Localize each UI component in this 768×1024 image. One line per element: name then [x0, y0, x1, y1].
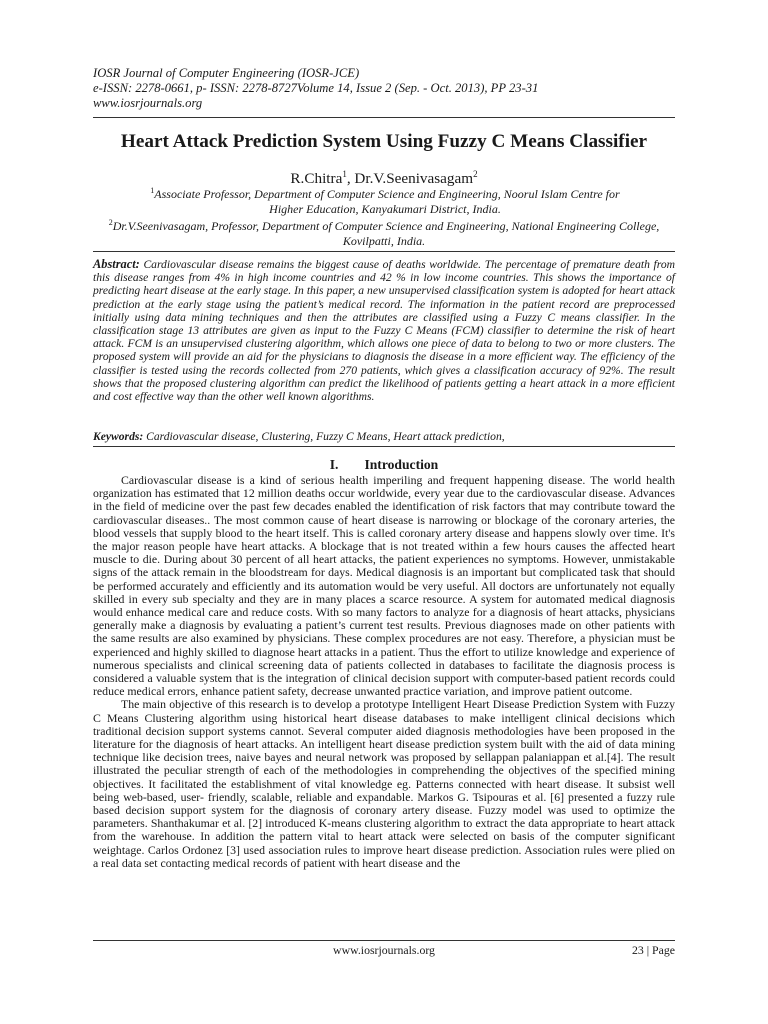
- section-title: Introduction: [364, 457, 439, 472]
- page-number: 23 | Page: [632, 943, 675, 957]
- header-rule: [93, 117, 675, 118]
- affiliation-1-text: Associate Professor, Department of Computer Science and Engineering, Noorul Islam Centre for Higher Education, Kanyakumari District, India.: [154, 187, 620, 216]
- paragraph-1: Cardiovascular disease is a kind of serious health imperiling and frequent happening disease. The world health organization has estimated that 12 million deaths occur worldwide, every year due to the cardiovascular disease. Advances in the field of medicine over the past few decades enabled the identification of risk factors that may contribute toward the cardiovascular diseases.. The most common cause of heart disease is narrowing or blockage of the coronary arteries, the blood vessels that supply blood to the heart itself. This is called coronary artery disease and happens slowly over time. It's the major reason people have heart attacks. A blockage that is not treated within a few hours causes the affected heart muscle to die. During about 30 percent of all heart attacks, the patient experiences no symptoms. However, unmistakable signs of the attack remain in the bloodstream for days. Medical diagnosis is an important but complicated task that should be performed accurately and efficiently and its automation would be very useful. All doctors are unfortunately not equally skilled in every sub specialty and they are in many places a scarce resource. A system for automated medical diagnosis would enhance medical care and reduce costs. With so many factors to analyze for a diagnosis of heart attacks, physicians generally make a diagnosis by evaluating a patient’s current test results. Previous diagnoses made on other patients with the same results are also examined by physicians. These complex procedures are not easy. Therefore, a physician must be experienced and highly skilled to diagnose heart attacks in a patient. Thus the effort to utilize knowledge and experience of numerous specialists and clinical screening data of patients collected in databases to facilitate the diagnosis process is considered a valuable system that is the integration of clinical decision support with computer-based patient records could reduce medical errors, enhance patient safety, decrease unwanted practice variation, and improve patient outcome.: [93, 473, 675, 699]
- affiliation-2-text: Dr.V.Seenivasagam, Professor, Department of Computer Science and Engineering, National Engineering College, Kovilpatti, India.: [112, 219, 660, 248]
- section-heading: [93, 457, 675, 473]
- journal-name: IOSR Journal of Computer Engineering (IOSR-JCE): [93, 66, 360, 80]
- abstract-top-rule: [93, 251, 675, 252]
- section-number: I.: [329, 457, 339, 472]
- body-text: [93, 474, 675, 870]
- author-1-sup: 1: [342, 169, 347, 179]
- author-2-sup: 2: [473, 169, 478, 179]
- footer-website: www.iosrjournals.org: [333, 943, 435, 957]
- affiliation-1: [150, 184, 620, 217]
- author-separator: ,: [346, 170, 355, 188]
- abstract-bottom-rule: [93, 446, 675, 447]
- abstract-label: Abstract:: [93, 257, 140, 271]
- paper-title: Heart Attack Prediction System Using Fuzzy C Means Classifier: [120, 131, 648, 152]
- keywords-text: Cardiovascular disease, Clustering, Fuzzy C Means, Heart attack prediction,: [143, 430, 505, 443]
- affiliation-1-sup: 1: [150, 186, 155, 195]
- author-1: R.Chitra: [290, 170, 343, 188]
- keywords: [93, 430, 675, 443]
- affiliation-2-sup: 2: [108, 218, 113, 227]
- footer-rule: [93, 940, 675, 941]
- abstract-text: Cardiovascular disease remains the biggest cause of deaths worldwide. The percentage of premature death from this disease ranges from 4% in high income countries and 42 % in low income countries. This shows the importance of predicting heart disease at the early stage. In this paper, a new unsupervised classification system is adopted for heart attack prediction at the early stage using the patient’s medical record. The information in the patient record are preprocessed initially using data mining techniques and then the attributes are classified using a Fuzzy C means classifier. In the classification stage 13 attributes are given as input to the Fuzzy C Means (FCM) classifier to determine the risk of heart attack. FCM is an unsupervised clustering algorithm, which allows one piece of data to belong to two or more clusters. The proposed system will provide an aid for the physicians to diagnosis the disease in a more efficient way. The efficiency of the classifier is tested using the records collected from 270 patients, which gives a classification accuracy of 92%. The result shows that the proposed clustering algorithm can predict the likelihood of patients getting a heart attack in a more efficient and cost effective way than the other well known algorithms.: [93, 258, 675, 404]
- affiliation-2: [100, 216, 668, 249]
- journal-website: www.iosrjournals.org: [93, 95, 203, 110]
- author-2: Dr.V.Seenivasagam: [354, 170, 474, 188]
- paragraph-2: The main objective of this research is to develop a prototype Intelligent Heart Disease Prediction System with Fuzzy C Means Clustering algorithm using historical heart disease databases to make intelligent clinical decisions which traditional decision support systems cannot. Several computer aided diagnosis methodologies have been proposed in the literature for the diagnosis of heart attacks. An intelligent heart disease prediction system built with the aid of data mining technique like decision trees, naive bayes and neural network was proposed by sellappan palaniappan et al.[4]. The result illustrated the peculiar strength of each of the methodologies in comprehending the objectives of the specified mining objectives. It facilitated the establishment of vital knowledge eg. Patterns connected with heart disease. It subsist well being web-based, user- friendly, scalable, reliable and expandable. Markos G. Tsipouras et al. [6] presented a fuzzy rule based decision support system for the diagnosis of coronary artery disease. Fuzzy model was used to optimize the parameters. Shanthakumar et al. [2] introduced K-means clustering algorithm to extract the data appropriate to heart attack from the warehouse. In addition the pattern vital to heart attack were selected on basis of the computer significant weightage. Carlos Ordonez [3] used association rules to improve heart disease prediction. Association rules were plied on a real data set contacting medical records of patient with heart disease and the: [93, 697, 675, 870]
- abstract: [93, 258, 675, 403]
- keywords-label: Keywords:: [93, 430, 144, 443]
- journal-header: [93, 66, 693, 110]
- issn-line: e-ISSN: 2278-0661, p- ISSN: 2278-8727Volume 14, Issue 2 (Sep. - Oct. 2013), PP 23-31: [93, 80, 539, 95]
